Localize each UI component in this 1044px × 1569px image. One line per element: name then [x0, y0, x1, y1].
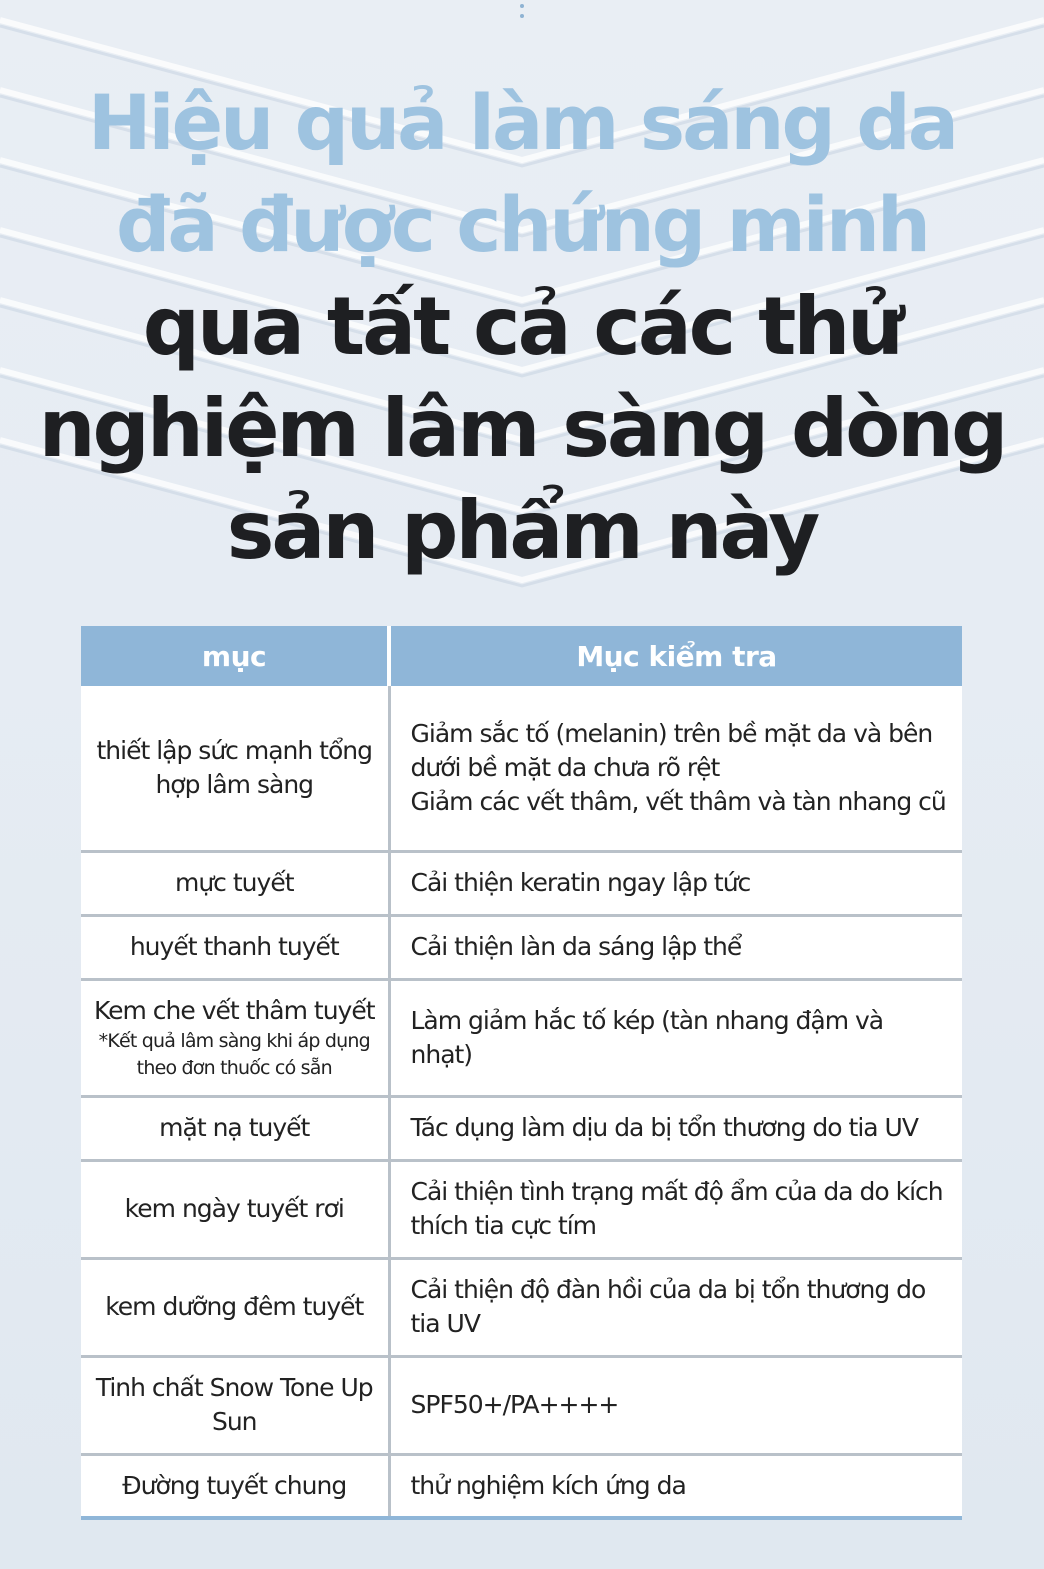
clinical-test-table: [81, 626, 962, 1520]
row-test-line: Giảm các vết thâm, vết thâm và tàn nhang cũ: [410, 786, 946, 816]
row-item: mực tuyết: [81, 851, 389, 915]
headline-blue-line-2: đã được chứng minh: [115, 180, 929, 269]
row-test-line: Giảm sắc tố (melanin) trên bề mặt da và bên dưới bề mặt da chưa rõ rệt: [410, 718, 933, 782]
table-row: [81, 1454, 962, 1518]
row-test: [389, 1454, 962, 1518]
row-item: huyết thanh tuyết: [81, 915, 389, 979]
table-row: [81, 851, 962, 915]
row-item: [81, 979, 389, 1096]
table-row: [81, 686, 962, 851]
row-item: mặt nạ tuyết: [81, 1096, 389, 1160]
row-item-note: *Kết quả lâm sàng khi áp dụng theo đơn thuốc có sẵn: [98, 1029, 370, 1079]
row-test-line: Tác dụng làm dịu da bị tổn thương do tia UV: [410, 1113, 918, 1142]
header-item: mục: [81, 626, 389, 686]
row-item: Đường tuyết chung: [81, 1454, 389, 1518]
row-item-label: Kem che vết thâm tuyết: [93, 995, 375, 1025]
row-item: kem dưỡng đêm tuyết: [81, 1258, 389, 1356]
row-test: [389, 851, 962, 915]
table-row: [81, 1258, 962, 1356]
headline-dark-line-2: nghiệm lâm sàng dòng: [38, 382, 1006, 475]
row-test-line: Cải thiện độ đàn hồi của da bị tổn thương do tia UV: [410, 1275, 926, 1338]
row-test: [389, 979, 962, 1096]
row-test-line: Làm giảm hắc tố kép (tàn nhang đậm và nhạt): [410, 1005, 884, 1069]
table-row: [81, 979, 962, 1096]
row-test-line: Cải thiện làn da sáng lập thể: [410, 932, 742, 961]
row-test-line: SPF50+/PA++++: [410, 1390, 619, 1419]
headline-dark-line-3: sản phẩm này: [226, 484, 818, 577]
row-test: [389, 1258, 962, 1356]
table-row: [81, 1160, 962, 1258]
headline-dark-line-1: qua tất cả các thử: [142, 280, 902, 373]
row-test: [389, 686, 962, 851]
row-test: [389, 1096, 962, 1160]
table-header-row: [81, 626, 962, 686]
row-test: [389, 915, 962, 979]
row-test: [389, 1160, 962, 1258]
row-item: thiết lập sức mạnh tổng hợp lâm sàng: [81, 686, 389, 851]
scroll-dots: [518, 0, 526, 28]
header-test: Mục kiểm tra: [389, 626, 962, 686]
headline: [0, 72, 1044, 582]
table-row: [81, 1356, 962, 1454]
table-row: [81, 1096, 962, 1160]
row-test-line: Cải thiện keratin ngay lập tức: [410, 868, 751, 897]
row-test-line: Cải thiện tình trạng mất độ ẩm của da do kích thích tia cực tím: [410, 1177, 943, 1240]
row-item: Tinh chất Snow Tone Up Sun: [81, 1356, 389, 1454]
row-item: kem ngày tuyết rơi: [81, 1160, 389, 1258]
headline-blue-line-1: Hiệu quả làm sáng da: [87, 78, 957, 167]
row-test: [389, 1356, 962, 1454]
row-test-line: thử nghiệm kích ứng da: [410, 1470, 686, 1500]
table-row: [81, 915, 962, 979]
